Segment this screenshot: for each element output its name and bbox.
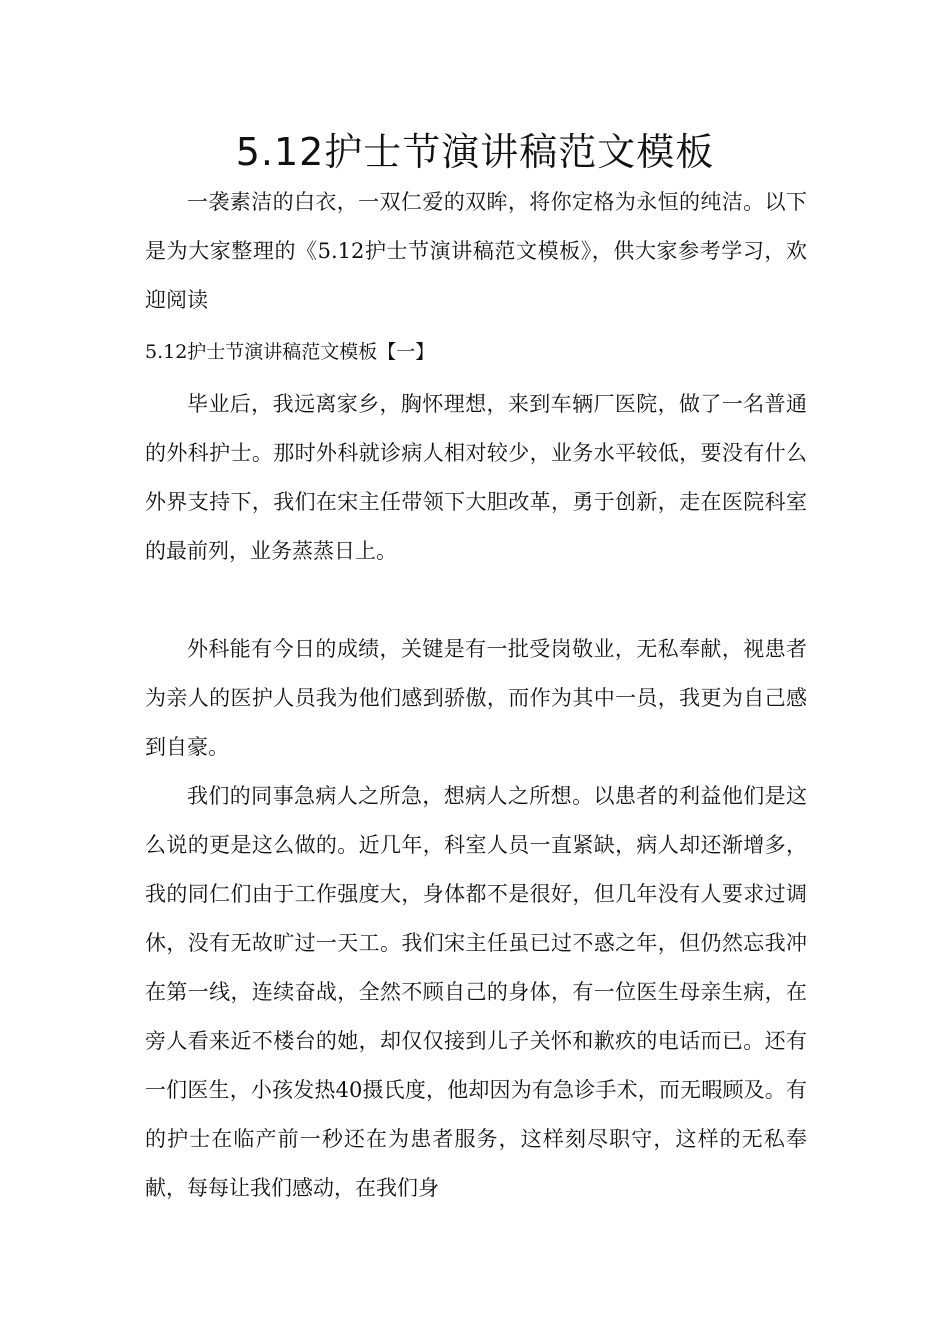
- body-paragraph-3: 我们的同事急病人之所急，想病人之所想。以患者的利益他们是这么说的更是这么做的。近几年，科室人员一直紧缺，病人却还渐增多，我的同仁们由于工作强度大，身体都不是很好，但几年没有人要求过调休，没有无故旷过一天工。我们宋主任虽已过不惑之年，但仍然忘我冲在第一线，连续奋战，全然不顾自己的身体，有一位医生母亲生病，在旁人看来近不楼台的她，却仅仅接到儿子关怀和歉疚的电话而已。还有一们医生，小孩发热40摄氏度，他却因为有急诊手术，而无暇顾及。有的护士在临产前一秒还在为患者服务，这样刻尽职守，这样的无私奉献，每每让我们感动，在我们身: [145, 784, 807, 1200]
- document-body: [145, 178, 807, 1213]
- paragraph-gap: [145, 576, 807, 625]
- section-heading: 5.12护士节演讲稿范文模板【一】: [145, 341, 435, 363]
- body-paragraph-1: 毕业后，我远离家乡，胸怀理想，来到车辆厂医院，做了一名普通的外科护士。那时外科就诊病人相对较少，业务水平较低，要没有什么外界支持下，我们在宋主任带领下大胆改革，勇于创新，走在医院科室的最前列，业务蒸蒸日上。: [145, 392, 807, 563]
- intro-paragraph: 一袭素洁的白衣，一双仁爱的双眸，将你定格为永恒的纯洁。以下是为大家整理的《5.12护士节演讲稿范文模板》，供大家参考学习，欢迎阅读: [145, 190, 807, 312]
- body-paragraph-2: 外科能有今日的成绩，关键是有一批受岗敬业，无私奉献，视患者为亲人的医护人员我为他们感到骄傲，而作为其中一员，我更为自己感到自豪。: [145, 637, 807, 759]
- document-title: 5.12护士节演讲稿范文模板: [235, 130, 715, 174]
